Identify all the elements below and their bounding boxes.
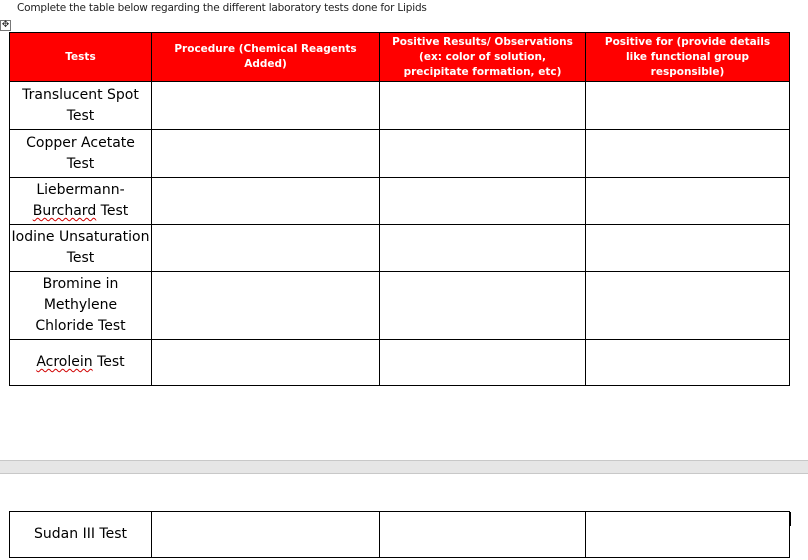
test-name-cell [10,178,152,225]
positive-for-cell[interactable] [586,340,790,386]
positive-for-cell[interactable] [586,82,790,130]
test-name-cell: Bromine in Methylene Chloride Test [10,272,152,340]
text-cursor [790,512,791,526]
table-row [10,225,790,272]
procedure-cell[interactable] [152,178,380,225]
table-row [10,130,790,178]
test-name-cell: Translucent Spot Test [10,82,152,130]
procedure-cell[interactable] [152,340,380,386]
observation-cell[interactable] [380,225,586,272]
page-break-divider [0,460,808,474]
table-row [10,512,790,558]
table-row [10,82,790,130]
positive-for-cell[interactable] [586,272,790,340]
test-name-word: Test [96,203,129,219]
observation-cell[interactable] [380,512,586,558]
procedure-cell[interactable] [152,272,380,340]
observation-cell[interactable] [380,340,586,386]
test-name-cell: Copper Acetate Test [10,130,152,178]
procedure-cell[interactable] [152,512,380,558]
table-row [10,340,790,386]
test-name-cell: Iodine Unsaturation Test [10,225,152,272]
positive-for-cell[interactable] [586,225,790,272]
table-header-row [10,33,790,82]
test-name-line1: Liebermann- [36,182,125,198]
move-handle-icon[interactable]: ✥ [1,20,10,30]
test-name-word-misspelled: Burchard [32,203,97,219]
test-name-word-misspelled: Acrolein [36,354,93,370]
procedure-cell[interactable] [152,82,380,130]
observation-cell[interactable] [380,82,586,130]
table-row [10,178,790,225]
table-row [10,272,790,340]
observation-cell[interactable] [380,178,586,225]
test-name-cell [10,340,152,386]
lipid-tests-table-continued [9,511,790,558]
header-procedure: Procedure (Chemical Reagents Added) [152,33,380,82]
positive-for-cell[interactable] [586,130,790,178]
lipid-tests-table [9,32,790,386]
instruction-text: Complete the table below regarding the different laboratory tests done for Lipids [17,2,427,14]
procedure-cell[interactable] [152,130,380,178]
observation-cell[interactable] [380,130,586,178]
positive-for-cell[interactable] [586,512,790,558]
observation-cell[interactable] [380,272,586,340]
header-positive-results: Positive Results/ Observations (ex: color of solution, precipitate formation, etc) [380,33,586,82]
procedure-cell[interactable] [152,225,380,272]
header-positive-for: Positive for (provide details like functional group responsible) [586,33,790,82]
test-name-word: Test [92,354,125,370]
header-tests: Tests [10,33,152,82]
positive-for-cell[interactable] [586,178,790,225]
test-name-cell: Sudan III Test [10,512,152,558]
